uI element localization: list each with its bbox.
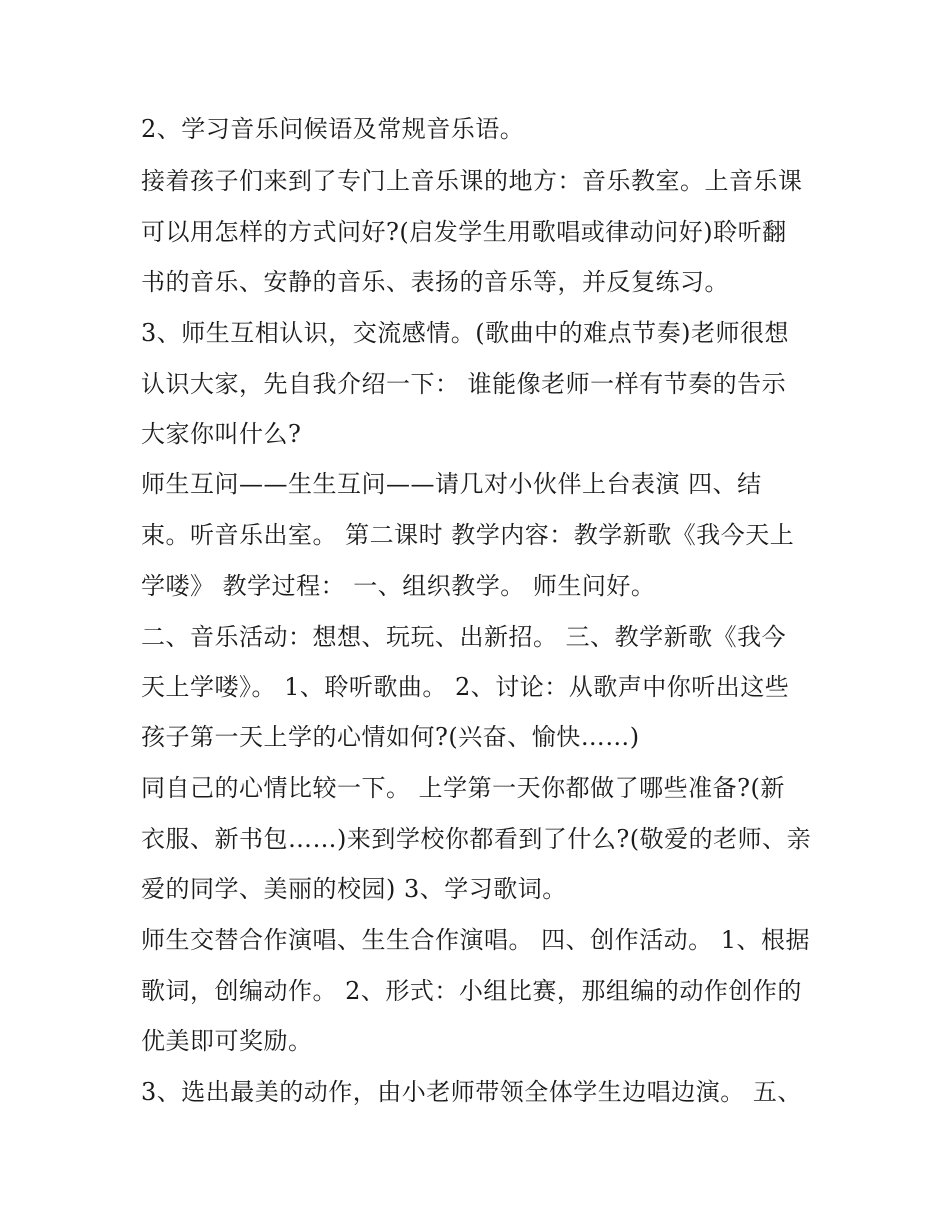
text-line: 2、学习音乐问候语及常规音乐语。 [141,115,525,143]
text-line: 3、选出最美的动作，由小老师带领全体学生边唱边演。 五、 [141,1078,802,1106]
text-line: 束。听音乐出室。 第二课时 教学内容：教学新歌《我今天上 [141,521,795,549]
text-line: 衣服、新书包……)来到学校你都看到了什么?(敬爱的老师、亲 [141,825,812,853]
text-line: 接着孩子们来到了专门上音乐课的地方：音乐教室。上音乐课 [141,167,803,195]
text-line: 二、音乐活动：想想、玩玩、出新招。 三、教学新歌《我今 [141,623,787,651]
text-line: 孩子第一天上学的心情如何?(兴奋、愉快……) [141,723,640,751]
text-line: 大家你叫什么? [141,420,302,448]
text-line: 可以用怎样的方式问好?(启发学生用歌唱或律动问好)聆听翻 [141,218,787,246]
text-line: 师生互问——生生互问——请几对小伙伴上台表演 四、结 [141,470,762,498]
text-line: 书的音乐、安静的音乐、表扬的音乐等，并反复练习。 [141,268,729,296]
text-line: 天上学喽》。 1、聆听歌曲。 2、讨论：从歌声中你听出这些 [141,673,790,701]
text-line: 歌词，创编动作。 2、形式：小组比赛，那组编的动作创作的 [141,977,802,1005]
text-line: 认识大家，先自我介绍一下： 谁能像老师一样有节奏的告示 [141,370,787,398]
text-line: 优美即可奖励。 [141,1027,313,1055]
text-line: 同自己的心情比较一下。 上学第一天你都做了哪些准备?(新 [141,774,785,802]
text-line: 学喽》 教学过程： 一、组织教学。 师生问好。 [141,572,656,600]
text-line: 3、师生互相认识，交流感情。(歌曲中的难点节奏)老师很想 [141,319,789,347]
text-line: 爱的同学、美丽的校园) 3、学习歌词。 [141,875,567,903]
text-line: 师生交替合作演唱、生生合作演唱。 四、创作活动。 1、根据 [141,926,811,954]
